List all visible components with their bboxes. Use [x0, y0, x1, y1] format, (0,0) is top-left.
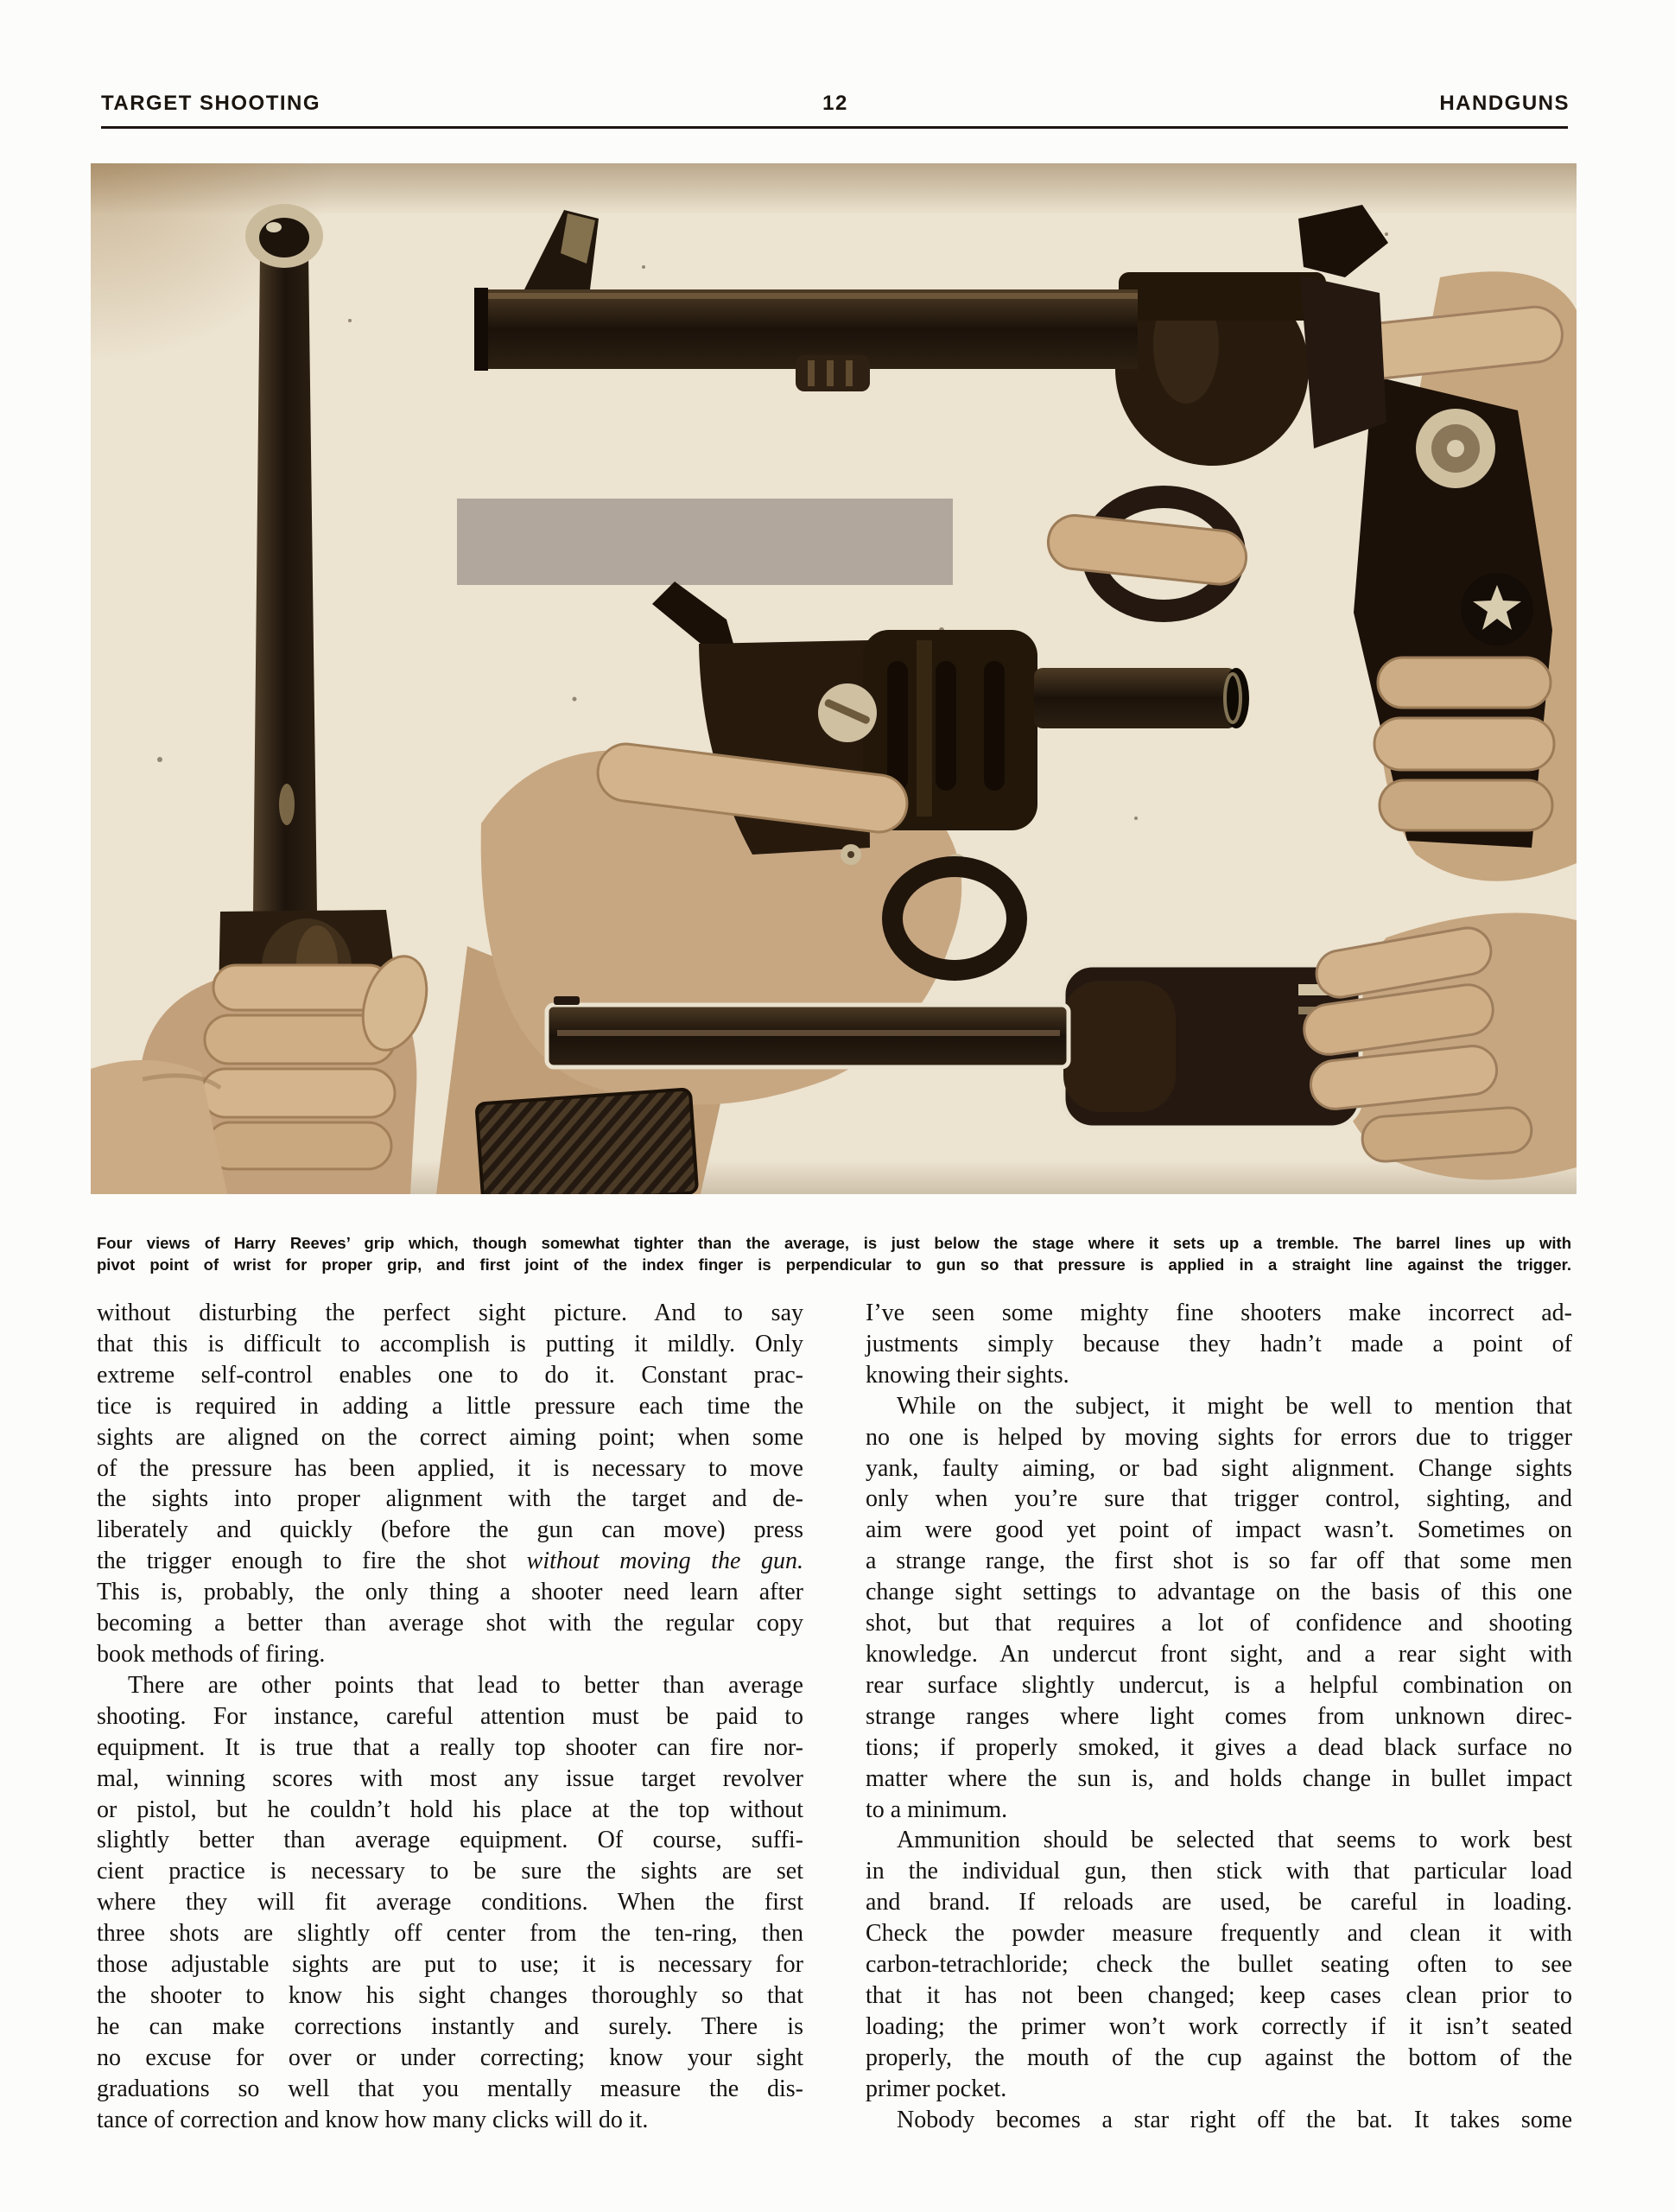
- text-line: only when you’re sure that trigger control, sighting, and: [866, 1485, 1572, 1513]
- text-line: shot, but that requires a lot of confidence and shooting: [866, 1610, 1572, 1637]
- header-rule: [101, 126, 1568, 129]
- text-line: mal, winning scores with most any issue target revolver: [97, 1764, 803, 1792]
- text-line: change sight settings to advantage on the basis of this one: [866, 1579, 1572, 1606]
- text-line: Ammunition should be selected that seems to work best: [897, 1827, 1572, 1854]
- photo-caption-line-1: Four views of Harry Reeves’ grip which, though somewhat tighter than the average, is just below the stage where it sets up a tremble. The barrel lines up with: [97, 1234, 1571, 1252]
- text-line: This is, probably, the only thing a shooter need learn after: [97, 1579, 803, 1606]
- page-number: 12: [822, 92, 848, 115]
- text-line: and brand. If reloads are used, be careful in loading.: [866, 1889, 1572, 1916]
- text-line: graduations so well that you mentally measure the dis-: [97, 2075, 803, 2102]
- text-line: the sights into proper alignment with the target and de-: [97, 1485, 803, 1513]
- text-line: Check the powder measure frequently and clean it with: [866, 1920, 1572, 1948]
- text-line: knowledge. An undercut front sight, and a rear sight with: [866, 1640, 1572, 1668]
- text-line: three shots are slightly off center from the ten-ring, then: [97, 1920, 803, 1948]
- body-left-column: [97, 1298, 803, 2135]
- text-line: becoming a better than average shot with the regular copy: [97, 1610, 803, 1637]
- photo-caption-line-2: pivot point of wrist for proper grip, and first joint of the index finger is perpendicular to gun so that pressure is applied in a straight line against the trigger.: [97, 1255, 1571, 1274]
- text-line: knowing their sights.: [866, 1361, 1069, 1389]
- running-header: [101, 92, 1570, 119]
- text-line: sights are aligned on the correct aiming point; when some: [97, 1423, 803, 1451]
- text-line: I’ve seen some mighty fine shooters make incorrect ad-: [866, 1300, 1572, 1326]
- text-line: loading; the primer won’t work correctly if it isn’t seated: [866, 2012, 1572, 2040]
- grip-photo-illustration: [91, 163, 1577, 1194]
- text-line: There are other points that lead to better than average: [128, 1671, 803, 1699]
- text-line: properly, the mouth of the cup against the bottom of the: [866, 2044, 1572, 2071]
- text-line: Nobody becomes a star right off the bat. It takes some: [897, 2106, 1572, 2133]
- grip-photo: [91, 163, 1577, 1194]
- text-line: that this is difficult to accomplish is putting it mildly. Only: [97, 1330, 803, 1357]
- text-line: those adjustable sights are put to use; it is necessary for: [97, 1951, 803, 1979]
- text-line: While on the subject, it might be well to mention that: [897, 1392, 1572, 1420]
- text-line: strange ranges where light comes from unknown direc-: [866, 1702, 1572, 1730]
- text-line: the shooter to know his sight changes thoroughly so that: [97, 1981, 803, 2009]
- text-line: liberately and quickly (before the gun can move) press: [97, 1516, 803, 1544]
- text-line: carbon-tetrachloride; check the bullet seating often to see: [866, 1951, 1572, 1979]
- body-right-column: [866, 1298, 1572, 2135]
- text-line: or pistol, but he couldn’t hold his place at the top without: [97, 1796, 803, 1823]
- text-line: aim were good yet point of impact wasn’t. Sometimes on: [866, 1516, 1572, 1544]
- text-line: without disturbing the perfect sight picture. And to say: [97, 1300, 803, 1326]
- text-line: tance of correction and know how many clicks will do it.: [97, 2106, 649, 2133]
- text-line: equipment. It is true that a really top shooter can fire nor-: [97, 1733, 803, 1761]
- text-line: rear surface slightly undercut, is a helpful combination on: [866, 1671, 1572, 1699]
- text-line: he can make corrections instantly and surely. There is: [97, 2012, 803, 2040]
- gray-band: [457, 499, 953, 585]
- text-line: no excuse for over or under correcting; know your sight: [97, 2044, 803, 2071]
- photo-caption: [97, 1233, 1571, 1275]
- text-line: a strange range, the first shot is so far off that some men: [866, 1548, 1572, 1575]
- text-line: primer pocket.: [866, 2075, 1007, 2102]
- text-line: justments simply because they hadn’t made a point of: [866, 1330, 1572, 1357]
- text-line: where they will fit average conditions. When the first: [97, 1889, 803, 1916]
- header-right-title: HANDGUNS: [1439, 92, 1570, 115]
- text-line: yank, faulty aiming, or bad sight alignment. Change sights: [866, 1454, 1572, 1482]
- text-line: shooting. For instance, careful attention must be paid to: [97, 1702, 803, 1730]
- text-line: of the pressure has been applied, it is necessary to move: [97, 1454, 803, 1482]
- text-line: slightly better than average equipment. Of course, suffi-: [97, 1827, 803, 1854]
- text-line: the trigger enough to fire the shot without moving the gun.: [97, 1548, 803, 1575]
- text-line: tions; if properly smoked, it gives a dead black surface no: [866, 1733, 1572, 1761]
- text-line: matter where the sun is, and holds change in bullet impact: [866, 1764, 1572, 1792]
- checkered-grip-patch: [476, 1089, 697, 1194]
- text-line: cient practice is necessary to be sure the sights are set: [97, 1858, 803, 1885]
- text-line: in the individual gun, then stick with that particular load: [866, 1858, 1572, 1885]
- header-left-title: TARGET SHOOTING: [101, 92, 321, 115]
- text-line: extreme self-control enables one to do it. Constant prac-: [97, 1361, 803, 1389]
- text-line: no one is helped by moving sights for errors due to trigger: [866, 1423, 1572, 1451]
- text-line: book methods of firing.: [97, 1640, 326, 1668]
- text-line: that it has not been changed; keep cases clean prior to: [866, 1981, 1572, 2009]
- text-line: tice is required in adding a little pressure each time the: [97, 1392, 803, 1420]
- text-line: to a minimum.: [866, 1796, 1008, 1823]
